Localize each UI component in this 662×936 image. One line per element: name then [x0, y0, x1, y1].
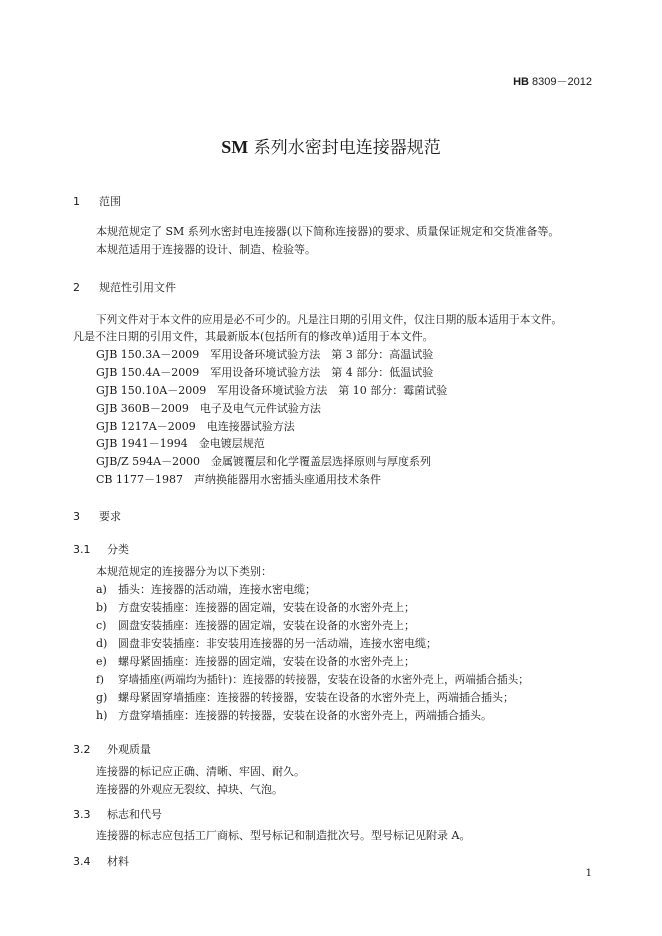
section-3-2-heading: 3.2 外观质量: [73, 743, 151, 756]
page-number: 1: [585, 868, 592, 879]
section-1-heading: 1 范围: [73, 195, 121, 208]
paragraph: 本规范规定的连接器分为以下类别：: [96, 565, 272, 578]
reference-item: CB 1177－1987 声纳换能器用水密插头座通用技术条件: [96, 473, 381, 486]
section-3-4-heading: 3.4 材料: [73, 855, 129, 868]
list-item: h) 方盘穿墙插座：连接器的转接器，安装在设备的水密外壳上，两端插合插头。: [96, 709, 492, 722]
paragraph: 凡是不注日期的引用文件，其最新版本(包括所有的修改单)适用于本文件。: [73, 330, 434, 343]
section-3-3-heading: 3.3 标志和代号: [73, 808, 162, 821]
section-3-heading: 3 要求: [73, 510, 121, 523]
reference-item: GJB 150.4A－2009 军用设备环境试验方法 第 4 部分：低温试验: [96, 366, 434, 379]
paragraph: 连接器的外观应无裂纹、掉块、气泡。: [96, 783, 283, 796]
list-item: b) 方盘安装插座：连接器的固定端，安装在设备的水密外壳上；: [96, 601, 415, 614]
list-item: c) 圆盘安装插座：连接器的固定端，安装在设备的水密外壳上；: [96, 619, 415, 632]
paragraph: 本规范适用于连接器的设计、制造、检验等。: [96, 243, 316, 256]
list-item: d) 圆盘非安装插座：非安装用连接器的另一活动端，连接水密电缆；: [96, 637, 437, 650]
section-2-heading: 2 规范性引用文件: [73, 281, 176, 294]
standard-number: HB 8309－2012: [513, 76, 592, 88]
reference-item: GJB 360B－2009 电子及电气元件试验方法: [96, 402, 321, 415]
paragraph: 本规范规定了 SM 系列水密封电连接器(以下简称连接器)的要求、质量保证规定和交货准备等。: [96, 225, 560, 238]
list-item: e) 螺母紧固插座：连接器的固定端，安装在设备的水密外壳上；: [96, 655, 415, 668]
section-3-1-heading: 3.1 分类: [73, 543, 129, 556]
list-item: f) 穿墙插座(两端均为插针)：连接器的转接器，安装在设备的水密外壳上，两端插合插头；: [96, 674, 529, 686]
list-item: g) 螺母紧固穿墙插座：连接器的转接器，安装在设备的水密外壳上，两端插合插头；: [96, 691, 514, 704]
list-item: a) 插头：连接器的活动端，连接水密电缆；: [96, 583, 316, 596]
reference-item: GJB 150.10A－2009 军用设备环境试验方法 第 10 部分：霉菌试验: [96, 384, 448, 397]
reference-item: GJB 1941－1994 金电镀层规范: [96, 437, 265, 450]
paragraph: 连接器的标志应包括工厂商标、型号标记和制造批次号。型号标记见附录 A。: [96, 829, 471, 842]
reference-item: GJB 150.3A－2009 军用设备环境试验方法 第 3 部分：高温试验: [96, 348, 434, 361]
reference-item: GJB/Z 594A－2000 金属镀覆层和化学覆盖层选择原则与厚度系列: [96, 455, 432, 468]
reference-item: GJB 1217A－2009 电连接器试验方法: [96, 420, 295, 433]
paragraph: 连接器的标记应正确、清晰、牢固、耐久。: [96, 765, 305, 778]
document-title: SM 系列水密封电连接器规范: [221, 137, 441, 158]
paragraph: 下列文件对于本文件的应用是必不可少的。凡是注日期的引用文件，仅注日期的版本适用于本文件。: [96, 314, 563, 326]
